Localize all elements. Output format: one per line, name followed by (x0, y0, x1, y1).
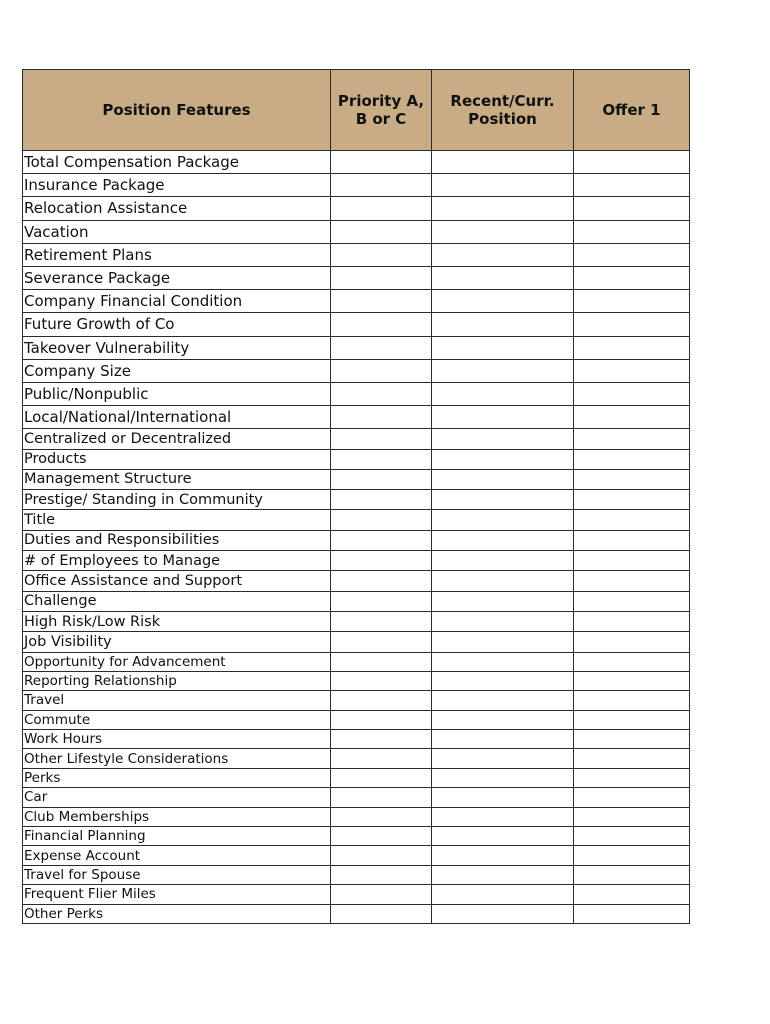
offer-1-cell[interactable] (574, 510, 690, 530)
offer-1-cell[interactable] (574, 490, 690, 510)
recent-position-cell[interactable] (432, 904, 574, 923)
header-position-features: Position Features (23, 70, 331, 151)
table-row (23, 510, 690, 530)
priority-cell[interactable] (331, 220, 432, 243)
feature-label: Centralized or Decentralized (23, 429, 331, 449)
table-row (23, 691, 690, 710)
recent-position-cell[interactable] (432, 652, 574, 671)
recent-position-cell[interactable] (432, 611, 574, 631)
feature-label: Local/National/International (23, 406, 331, 429)
priority-cell[interactable] (331, 290, 432, 313)
table-row (23, 313, 690, 336)
header-offer-1: Offer 1 (574, 70, 690, 151)
recent-position-cell[interactable] (432, 510, 574, 530)
priority-cell[interactable] (331, 406, 432, 429)
offer-1-cell[interactable] (574, 336, 690, 359)
feature-label: Opportunity for Advancement (23, 652, 331, 671)
feature-label: Reporting Relationship (23, 671, 331, 690)
recent-position-cell[interactable] (432, 591, 574, 611)
recent-position-cell[interactable] (432, 827, 574, 846)
table-row (23, 449, 690, 469)
priority-cell[interactable] (331, 197, 432, 220)
feature-label: Travel for Spouse (23, 865, 331, 884)
table-row (23, 671, 690, 690)
priority-cell[interactable] (331, 551, 432, 571)
priority-cell[interactable] (331, 904, 432, 923)
table-row (23, 904, 690, 923)
table-row (23, 290, 690, 313)
table-row (23, 406, 690, 429)
recent-position-cell[interactable] (432, 530, 574, 550)
feature-label: Public/Nonpublic (23, 382, 331, 405)
priority-cell[interactable] (331, 469, 432, 489)
table-row (23, 807, 690, 826)
table-body (23, 151, 690, 924)
recent-position-cell[interactable] (432, 788, 574, 807)
recent-position-cell[interactable] (432, 846, 574, 865)
table-row (23, 382, 690, 405)
priority-cell[interactable] (331, 611, 432, 631)
recent-position-cell[interactable] (432, 382, 574, 405)
recent-position-cell[interactable] (432, 768, 574, 787)
offer-1-cell[interactable] (574, 571, 690, 591)
recent-position-cell[interactable] (432, 266, 574, 289)
header-recent-position: Recent/Curr. Position (432, 70, 574, 151)
priority-cell[interactable] (331, 382, 432, 405)
recent-position-cell[interactable] (432, 865, 574, 884)
offer-1-cell[interactable] (574, 220, 690, 243)
table-row (23, 220, 690, 243)
offer-1-cell[interactable] (574, 313, 690, 336)
offer-1-cell[interactable] (574, 730, 690, 749)
recent-position-cell[interactable] (432, 749, 574, 768)
offer-1-cell[interactable] (574, 827, 690, 846)
header-priority: Priority A, B or C (331, 70, 432, 151)
priority-cell[interactable] (331, 449, 432, 469)
feature-label: Challenge (23, 591, 331, 611)
table-row (23, 652, 690, 671)
recent-position-cell[interactable] (432, 632, 574, 652)
priority-cell[interactable] (331, 632, 432, 652)
recent-position-cell[interactable] (432, 336, 574, 359)
recent-position-cell[interactable] (432, 691, 574, 710)
offer-1-cell[interactable] (574, 691, 690, 710)
recent-position-cell[interactable] (432, 243, 574, 266)
recent-position-cell[interactable] (432, 406, 574, 429)
offer-1-cell[interactable] (574, 632, 690, 652)
priority-cell[interactable] (331, 885, 432, 904)
feature-label: Relocation Assistance (23, 197, 331, 220)
table-row (23, 490, 690, 510)
recent-position-cell[interactable] (432, 730, 574, 749)
feature-label: Car (23, 788, 331, 807)
feature-label: Club Memberships (23, 807, 331, 826)
recent-position-cell[interactable] (432, 551, 574, 571)
recent-position-cell[interactable] (432, 174, 574, 197)
table-row (23, 359, 690, 382)
feature-label: Takeover Vulnerability (23, 336, 331, 359)
offer-1-cell[interactable] (574, 290, 690, 313)
feature-label: Work Hours (23, 730, 331, 749)
priority-cell[interactable] (331, 174, 432, 197)
offer-1-cell[interactable] (574, 807, 690, 826)
feature-label: High Risk/Low Risk (23, 611, 331, 631)
offer-1-cell[interactable] (574, 449, 690, 469)
feature-label: Title (23, 510, 331, 530)
feature-label: Insurance Package (23, 174, 331, 197)
offer-1-cell[interactable] (574, 530, 690, 550)
priority-cell[interactable] (331, 807, 432, 826)
priority-cell[interactable] (331, 749, 432, 768)
feature-label: Other Perks (23, 904, 331, 923)
recent-position-cell[interactable] (432, 429, 574, 449)
recent-position-cell[interactable] (432, 220, 574, 243)
priority-cell[interactable] (331, 571, 432, 591)
feature-label: Severance Package (23, 266, 331, 289)
offer-1-cell[interactable] (574, 406, 690, 429)
feature-label: Company Size (23, 359, 331, 382)
priority-cell[interactable] (331, 243, 432, 266)
priority-cell[interactable] (331, 429, 432, 449)
priority-cell[interactable] (331, 313, 432, 336)
priority-cell[interactable] (331, 768, 432, 787)
feature-label: Travel (23, 691, 331, 710)
recent-position-cell[interactable] (432, 313, 574, 336)
offer-1-cell[interactable] (574, 429, 690, 449)
recent-position-cell[interactable] (432, 807, 574, 826)
offer-1-cell[interactable] (574, 710, 690, 729)
offer-1-cell[interactable] (574, 591, 690, 611)
offer-1-cell[interactable] (574, 904, 690, 923)
table-row (23, 710, 690, 729)
offer-1-cell[interactable] (574, 551, 690, 571)
table-row (23, 243, 690, 266)
recent-position-cell[interactable] (432, 449, 574, 469)
table-row (23, 591, 690, 611)
offer-1-cell[interactable] (574, 749, 690, 768)
feature-label: Frequent Flier Miles (23, 885, 331, 904)
priority-cell[interactable] (331, 710, 432, 729)
feature-label: Financial Planning (23, 827, 331, 846)
feature-label: Vacation (23, 220, 331, 243)
priority-cell[interactable] (331, 591, 432, 611)
offer-1-cell[interactable] (574, 846, 690, 865)
feature-label: Office Assistance and Support (23, 571, 331, 591)
offer-1-cell[interactable] (574, 243, 690, 266)
position-comparison-table (22, 69, 690, 924)
priority-cell[interactable] (331, 266, 432, 289)
offer-1-cell[interactable] (574, 382, 690, 405)
priority-cell[interactable] (331, 671, 432, 690)
recent-position-cell[interactable] (432, 151, 574, 174)
recent-position-cell[interactable] (432, 710, 574, 729)
priority-cell[interactable] (331, 336, 432, 359)
priority-cell[interactable] (331, 788, 432, 807)
table-row (23, 530, 690, 550)
table-row (23, 551, 690, 571)
table-header (23, 70, 690, 151)
priority-cell[interactable] (331, 827, 432, 846)
priority-cell[interactable] (331, 691, 432, 710)
table-row (23, 469, 690, 489)
feature-label: Other Lifestyle Considerations (23, 749, 331, 768)
table-row (23, 632, 690, 652)
offer-1-cell[interactable] (574, 788, 690, 807)
table-row (23, 730, 690, 749)
offer-1-cell[interactable] (574, 359, 690, 382)
table-row (23, 336, 690, 359)
feature-label: # of Employees to Manage (23, 551, 331, 571)
table-row (23, 768, 690, 787)
feature-label: Commute (23, 710, 331, 729)
recent-position-cell[interactable] (432, 290, 574, 313)
priority-cell[interactable] (331, 846, 432, 865)
offer-1-cell[interactable] (574, 469, 690, 489)
table-row (23, 865, 690, 884)
offer-1-cell[interactable] (574, 611, 690, 631)
table-row (23, 429, 690, 449)
recent-position-cell[interactable] (432, 469, 574, 489)
priority-cell[interactable] (331, 730, 432, 749)
header-row (23, 70, 690, 151)
recent-position-cell[interactable] (432, 571, 574, 591)
priority-cell[interactable] (331, 151, 432, 174)
recent-position-cell[interactable] (432, 490, 574, 510)
priority-cell[interactable] (331, 652, 432, 671)
feature-label: Total Compensation Package (23, 151, 331, 174)
feature-label: Duties and Responsibilities (23, 530, 331, 550)
feature-label: Job Visibility (23, 632, 331, 652)
priority-cell[interactable] (331, 490, 432, 510)
table-row (23, 846, 690, 865)
feature-label: Prestige/ Standing in Community (23, 490, 331, 510)
table-row (23, 827, 690, 846)
table-row (23, 788, 690, 807)
recent-position-cell[interactable] (432, 359, 574, 382)
table-row (23, 571, 690, 591)
feature-label: Retirement Plans (23, 243, 331, 266)
feature-label: Perks (23, 768, 331, 787)
recent-position-cell[interactable] (432, 671, 574, 690)
table-row (23, 197, 690, 220)
offer-1-cell[interactable] (574, 865, 690, 884)
feature-label: Company Financial Condition (23, 290, 331, 313)
offer-1-cell[interactable] (574, 151, 690, 174)
offer-1-cell[interactable] (574, 652, 690, 671)
priority-cell[interactable] (331, 510, 432, 530)
table-row (23, 749, 690, 768)
priority-cell[interactable] (331, 530, 432, 550)
recent-position-cell[interactable] (432, 885, 574, 904)
table-row (23, 151, 690, 174)
offer-1-cell[interactable] (574, 197, 690, 220)
offer-1-cell[interactable] (574, 671, 690, 690)
offer-1-cell[interactable] (574, 768, 690, 787)
feature-label: Future Growth of Co (23, 313, 331, 336)
feature-label: Products (23, 449, 331, 469)
table-row (23, 885, 690, 904)
feature-label: Expense Account (23, 846, 331, 865)
priority-cell[interactable] (331, 359, 432, 382)
offer-1-cell[interactable] (574, 174, 690, 197)
offer-1-cell[interactable] (574, 885, 690, 904)
feature-label: Management Structure (23, 469, 331, 489)
table-row (23, 266, 690, 289)
table-row (23, 611, 690, 631)
offer-1-cell[interactable] (574, 266, 690, 289)
priority-cell[interactable] (331, 865, 432, 884)
table-row (23, 174, 690, 197)
recent-position-cell[interactable] (432, 197, 574, 220)
